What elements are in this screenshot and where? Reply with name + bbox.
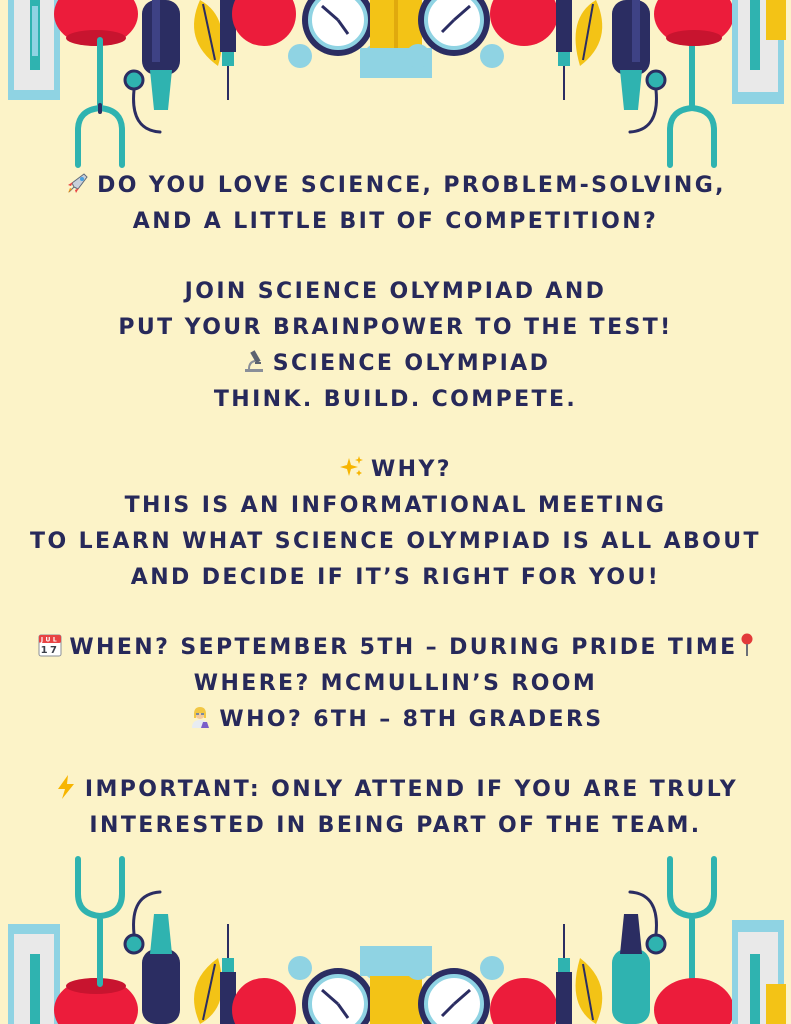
bottle-icon bbox=[142, 0, 180, 110]
round-pushpin-icon bbox=[740, 632, 754, 658]
important-line-1 bbox=[0, 772, 791, 808]
spacer bbox=[0, 240, 791, 274]
high-voltage-icon bbox=[53, 774, 79, 800]
who-line bbox=[0, 702, 791, 738]
scientist-icon bbox=[187, 704, 213, 730]
rocket-icon bbox=[65, 170, 91, 196]
apple-icon bbox=[490, 978, 558, 1024]
leaf-icon bbox=[194, 0, 222, 66]
apple-icon bbox=[654, 978, 734, 1024]
join-line-1: JOIN SCIENCE OLYMPIAD AND bbox=[184, 279, 607, 304]
intro-line-2: AND A LITTLE BIT OF COMPETITION? bbox=[132, 209, 659, 234]
leaf-icon bbox=[194, 958, 222, 1024]
why-line-3: AND DECIDE IF IT’S RIGHT FOR YOU! bbox=[130, 565, 661, 590]
important-line-1-text: IMPORTANT: ONLY ATTEND IF YOU ARE TRULY bbox=[84, 777, 739, 802]
clipboard-icon bbox=[8, 924, 60, 1024]
top-science-decoration bbox=[0, 0, 791, 170]
apple-icon bbox=[490, 0, 558, 46]
apple-icon bbox=[654, 0, 734, 46]
syringe-icon bbox=[556, 924, 572, 1024]
spacer bbox=[0, 418, 791, 452]
sparkles-icon bbox=[339, 454, 365, 480]
microscope-icon bbox=[241, 348, 267, 374]
spacer bbox=[0, 596, 791, 630]
clipboard-icon bbox=[8, 0, 60, 100]
when-text: WHEN? SEPTEMBER 5TH – DURING PRIDE TIME bbox=[69, 635, 738, 660]
clipboard-icon bbox=[732, 0, 786, 104]
leaf-icon bbox=[576, 0, 603, 66]
why-line-1: THIS IS AN INFORMATIONAL MEETING bbox=[124, 493, 667, 518]
syringe-icon bbox=[556, 0, 572, 100]
bottle-icon bbox=[612, 914, 650, 1024]
flyer-text bbox=[0, 168, 791, 844]
apple-icon bbox=[54, 978, 138, 1024]
where-line: WHERE? MCMULLIN’S ROOM bbox=[193, 671, 598, 696]
apple-icon bbox=[54, 0, 138, 46]
bottom-science-decoration bbox=[0, 854, 791, 1024]
apple-icon bbox=[232, 0, 296, 46]
brand-name-text: SCIENCE OLYMPIAD bbox=[272, 351, 551, 376]
when-line bbox=[0, 630, 791, 666]
why-heading-text: WHY? bbox=[371, 457, 452, 482]
brand-name bbox=[0, 346, 791, 382]
calendar-month: JUL bbox=[41, 636, 60, 644]
join-line-2: PUT YOUR BRAINPOWER TO THE TEST! bbox=[118, 315, 673, 340]
clipboard-icon bbox=[732, 920, 786, 1024]
leaf-icon bbox=[576, 958, 603, 1024]
why-line-2: TO LEARN WHAT SCIENCE OLYMPIAD IS ALL ABOUT bbox=[30, 529, 761, 554]
bottle-icon bbox=[612, 0, 650, 110]
spacer bbox=[0, 738, 791, 772]
bottle-icon bbox=[142, 914, 180, 1024]
brand-tagline: THINK. BUILD. COMPETE. bbox=[213, 387, 578, 412]
calendar-icon bbox=[37, 632, 63, 658]
apple-icon bbox=[232, 978, 296, 1024]
calendar-day: 17 bbox=[41, 645, 60, 656]
who-text: WHO? 6TH – 8TH GRADERS bbox=[219, 707, 604, 732]
intro-line-1-text: DO YOU LOVE SCIENCE, PROBLEM-SOLVING, bbox=[97, 173, 726, 198]
important-line-2: INTERESTED IN BEING PART OF THE TEAM. bbox=[89, 813, 702, 838]
why-heading bbox=[0, 452, 791, 488]
intro-line-1 bbox=[0, 168, 791, 204]
